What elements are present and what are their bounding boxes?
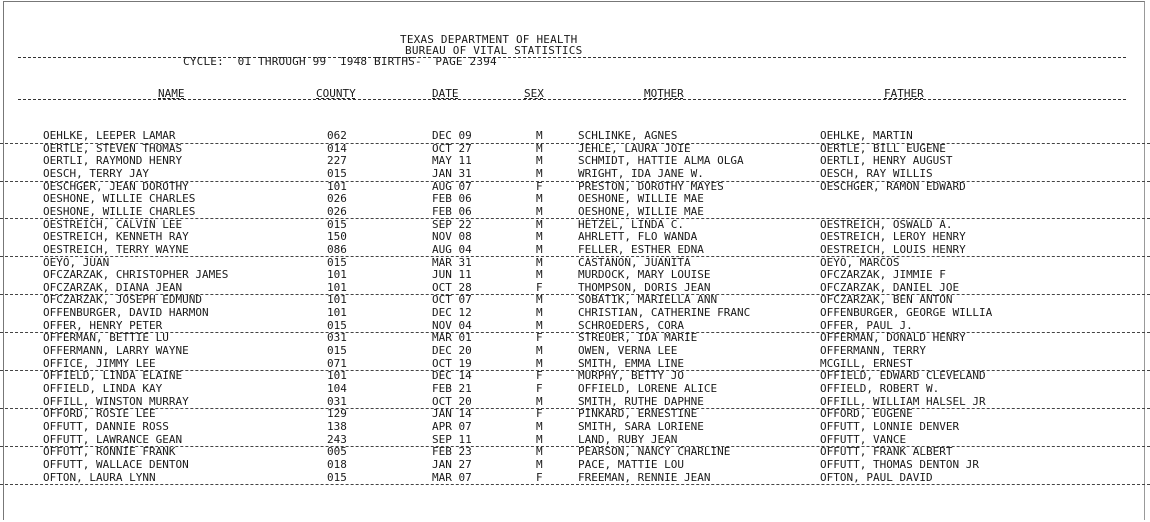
record-row	[0, 421, 1150, 434]
cycle-line: CYCLE: 01 THROUGH 99 1948 BIRTHS- PAGE 2394	[183, 55, 497, 68]
record-sex: M	[536, 306, 543, 320]
record-county: 015	[327, 470, 347, 484]
record-sex: M	[536, 445, 543, 459]
report-subtitle: BUREAU OF VITAL STATISTICS	[405, 44, 583, 57]
record-date: JAN 31	[432, 166, 472, 180]
record-date: JAN 14	[432, 407, 472, 421]
record-father: OERTLI, HENRY AUGUST	[820, 154, 953, 168]
record-row	[0, 383, 1150, 396]
record-mother: HETZEL, LINDA C.	[578, 217, 684, 231]
record-father: OESTREICH, OSWALD A.	[820, 217, 953, 231]
record-mother: SCHROEDERS, CORA	[578, 318, 684, 332]
record-date: APR 07	[432, 419, 472, 433]
record-name: OERTLE, STEVEN THOMAS	[43, 141, 183, 155]
record-father: OFCZARZAK, BEN ANTON	[820, 293, 953, 307]
record-county: 101	[327, 268, 347, 282]
record-date: DEC 14	[432, 369, 472, 383]
record-name: OEYO, JUAN	[43, 255, 110, 269]
record-name: OFFIELD, LINDA KAY	[43, 382, 163, 395]
record-sex: M	[536, 356, 543, 370]
record-mother: THOMPSON, DORIS JEAN	[578, 280, 711, 294]
record-sex: M	[536, 166, 543, 180]
record-father: MCGILL, ERNEST	[820, 356, 913, 370]
record-mother: SMITH, RUTHE DAPHNE	[578, 394, 704, 408]
record-county: 071	[327, 356, 347, 370]
record-mother: JEHLE, LAURA JOIE	[578, 141, 691, 155]
record-sex: F	[536, 331, 543, 345]
record-county: 227	[327, 154, 347, 168]
record-sex: F	[536, 179, 543, 193]
record-mother: CASTANON, JUANITA	[578, 255, 691, 269]
record-name: OFFERMAN, BETTIE LU	[43, 331, 169, 345]
record-mother: WRIGHT, IDA JANE W.	[578, 166, 704, 180]
record-county: 018	[327, 457, 347, 471]
record-mother: PINKARD, ERNESTINE	[578, 407, 698, 421]
record-county: 129	[327, 407, 347, 421]
record-father: OFFERMAN, DONALD HENRY	[820, 331, 966, 345]
record-county: 015	[327, 255, 347, 269]
record-county: 015	[327, 318, 347, 332]
record-name: OESHONE, WILLIE CHARLES	[43, 204, 196, 218]
record-mother: LAND, RUBY JEAN	[578, 432, 678, 446]
record-father: OERTLE, BILL EUGENE	[820, 141, 946, 155]
record-father: OFFERMANN, TERRY	[820, 344, 926, 358]
record-mother: PEARSON, NANCY CHARLINE	[578, 445, 731, 459]
column-header-sex: SEX	[524, 87, 544, 100]
record-sex: M	[536, 230, 543, 244]
record-row	[0, 446, 1150, 459]
record-mother: FELLER, ESTHER EDNA	[578, 242, 704, 256]
record-date: FEB 21	[432, 382, 472, 395]
record-date: NOV 04	[432, 318, 472, 332]
record-date: MAR 07	[432, 470, 472, 484]
record-sex: M	[536, 268, 543, 282]
record-sex: M	[536, 154, 543, 168]
record-county: 014	[327, 141, 347, 155]
record-father: OESCHGER, RAMON EDWARD	[820, 179, 966, 193]
record-row	[0, 155, 1150, 168]
record-county: 026	[327, 204, 347, 218]
record-father: OEYO, MARCOS	[820, 255, 900, 269]
record-sex: M	[536, 344, 543, 358]
record-sex: M	[536, 204, 543, 218]
record-date: AUG 04	[432, 242, 472, 256]
column-header-mother: MOTHER	[644, 87, 684, 100]
record-father: OESTREICH, LOUIS HENRY	[820, 242, 966, 256]
record-county: 104	[327, 382, 347, 395]
record-row	[0, 408, 1150, 421]
record-mother: PRESTON, DOROTHY MAYES	[578, 179, 724, 193]
record-name: OESCHGER, JEAN DOROTHY	[43, 179, 189, 193]
record-date: MAY 11	[432, 154, 472, 168]
record-date: AUG 07	[432, 179, 472, 193]
record-name: OFFUTT, WALLACE DENTON	[43, 457, 189, 471]
record-row	[0, 269, 1150, 282]
record-sex: F	[536, 407, 543, 421]
record-date: DEC 09	[432, 129, 472, 142]
record-row	[0, 345, 1150, 358]
record-father: OFFUTT, VANCE	[820, 432, 907, 446]
record-county: 062	[327, 129, 347, 142]
record-sex: F	[536, 369, 543, 383]
record-sex: M	[536, 141, 543, 155]
column-header-name: NAME	[158, 87, 185, 100]
record-father: OFFUTT, LONNIE DENVER	[820, 419, 960, 433]
record-name: OFFUTT, LAWRANCE GEAN	[43, 432, 183, 446]
record-county: 015	[327, 344, 347, 358]
record-name: OESHONE, WILLIE CHARLES	[43, 192, 196, 206]
record-date: OCT 07	[432, 293, 472, 307]
record-name: OFFICE, JIMMY LEE	[43, 356, 156, 370]
record-name: OESTREICH, KENNETH RAY	[43, 230, 189, 244]
record-sex: M	[536, 192, 543, 206]
record-name: OESTREICH, CALVIN LEE	[43, 217, 183, 231]
record-row	[0, 370, 1150, 383]
record-row	[0, 307, 1150, 320]
record-date: DEC 20	[432, 344, 472, 358]
record-mother: CHRISTIAN, CATHERINE FRANC	[578, 306, 751, 320]
record-mother: AHRLETT, FLO WANDA	[578, 230, 698, 244]
record-mother: MURDOCK, MARY LOUISE	[578, 268, 711, 282]
record-sex: M	[536, 457, 543, 471]
record-date: FEB 06	[432, 192, 472, 206]
record-date: FEB 23	[432, 445, 472, 459]
record-county: 005	[327, 445, 347, 459]
record-father: OFTON, PAUL DAVID	[820, 470, 933, 484]
record-name: OFFIELD, LINDA ELAINE	[43, 369, 183, 383]
column-header-rule	[18, 99, 1126, 100]
record-county: 243	[327, 432, 347, 446]
record-father: OFFUTT, THOMAS DENTON JR	[820, 457, 979, 471]
record-mother: MURPHY, BETTY JO	[578, 369, 684, 383]
record-date: SEP 22	[432, 217, 472, 231]
record-name: OFCZARZAK, CHRISTOPHER JAMES	[43, 268, 229, 282]
record-date: SEP 11	[432, 432, 472, 446]
record-name: OEHLKE, LEEPER LAMAR	[43, 129, 176, 142]
record-father: OESCH, RAY WILLIS	[820, 166, 933, 180]
record-date: MAR 01	[432, 331, 472, 345]
record-date: FEB 06	[432, 204, 472, 218]
record-name: OFFUTT, RONNIE FRANK	[43, 445, 176, 459]
record-name: OFFORD, ROSIE LEE	[43, 407, 156, 421]
record-name: OFFENBURGER, DAVID HARMON	[43, 306, 209, 320]
record-row	[0, 320, 1150, 334]
record-mother: SMITH, SARA LORIENE	[578, 419, 704, 433]
record-date: OCT 27	[432, 141, 472, 155]
record-sex: M	[536, 217, 543, 231]
record-mother: FREEMAN, RENNIE JEAN	[578, 470, 711, 484]
record-date: NOV 08	[432, 230, 472, 244]
record-father: OFFORD, EUGENE	[820, 407, 913, 421]
record-mother: OESHONE, WILLIE MAE	[578, 204, 704, 218]
record-mother: SCHLINKE, AGNES	[578, 129, 678, 142]
record-row	[0, 193, 1150, 206]
record-father: OESTREICH, LEROY HENRY	[820, 230, 966, 244]
record-county: 101	[327, 369, 347, 383]
record-father: OFFER, PAUL J.	[820, 318, 913, 332]
record-date: OCT 20	[432, 394, 472, 408]
record-name: OESTREICH, TERRY WAYNE	[43, 242, 189, 256]
record-name: OESCH, TERRY JAY	[43, 166, 149, 180]
record-date: OCT 19	[432, 356, 472, 370]
record-mother: SCHMIDT, HATTIE ALMA OLGA	[578, 154, 744, 168]
record-mother: OWEN, VERNA LEE	[578, 344, 678, 358]
record-mother: SMITH, EMMA LINE	[578, 356, 684, 370]
record-name: OFTON, LAURA LYNN	[43, 470, 156, 484]
record-father: OFFENBURGER, GEORGE WILLIA	[820, 306, 993, 320]
record-sex: M	[536, 255, 543, 269]
record-date: JAN 27	[432, 457, 472, 471]
record-name: OFFILL, WINSTON MURRAY	[43, 394, 189, 408]
record-date: DEC 12	[432, 306, 472, 320]
record-date: JUN 11	[432, 268, 472, 282]
record-sex: M	[536, 318, 543, 332]
record-father: OFCZARZAK, JIMMIE F	[820, 268, 946, 282]
record-mother: SOBATIK, MARIELLA ANN	[578, 293, 718, 307]
record-mother: OFFIELD, LORENE ALICE	[578, 382, 718, 395]
record-county: 031	[327, 331, 347, 345]
record-father: OEHLKE, MARTIN	[820, 129, 913, 142]
record-sex: M	[536, 242, 543, 256]
record-name: OFFER, HENRY PETER	[43, 318, 163, 332]
record-county: 101	[327, 280, 347, 294]
record-row	[0, 396, 1150, 410]
record-sex: F	[536, 470, 543, 484]
record-county: 101	[327, 179, 347, 193]
record-county: 101	[327, 306, 347, 320]
record-row	[0, 472, 1150, 486]
record-father: OFFUTT, FRANK ALBERT	[820, 445, 953, 459]
column-header-date: DATE	[432, 87, 459, 100]
record-father: OFFIELD, ROBERT W.	[820, 382, 940, 395]
record-county: 015	[327, 217, 347, 231]
record-row	[0, 244, 1150, 258]
record-date: MAR 31	[432, 255, 472, 269]
record-county: 031	[327, 394, 347, 408]
record-father: OFFIELD, EDWARD CLEVELAND	[820, 369, 986, 383]
record-row	[0, 231, 1150, 244]
record-row	[0, 459, 1150, 472]
column-header-county: COUNTY	[316, 87, 356, 100]
record-sex: F	[536, 280, 543, 294]
record-father: OFFILL, WILLIAM HALSEL JR	[820, 394, 986, 408]
record-name: OERTLI, RAYMOND HENRY	[43, 154, 183, 168]
record-county: 150	[327, 230, 347, 244]
record-sex: M	[536, 129, 543, 142]
record-date: OCT 28	[432, 280, 472, 294]
record-sex: M	[536, 394, 543, 408]
record-sex: M	[536, 419, 543, 433]
record-county: 138	[327, 419, 347, 433]
record-sex: F	[536, 382, 543, 395]
record-mother: STREUER, IDA MARIE	[578, 331, 698, 345]
record-county: 015	[327, 166, 347, 180]
report-title: TEXAS DEPARTMENT OF HEALTH	[400, 33, 578, 46]
record-sex: M	[536, 432, 543, 446]
record-mother: OESHONE, WILLIE MAE	[578, 192, 704, 206]
record-sex: M	[536, 293, 543, 307]
record-county: 086	[327, 242, 347, 256]
record-name: OFCZARZAK, JOSEPH EDMUND	[43, 293, 202, 307]
record-name: OFFERMANN, LARRY WAYNE	[43, 344, 189, 358]
column-header-father: FATHER	[884, 87, 924, 100]
record-father: OFCZARZAK, DANIEL JOE	[820, 280, 960, 294]
record-county: 026	[327, 192, 347, 206]
record-county: 101	[327, 293, 347, 307]
record-name: OFCZARZAK, DIANA JEAN	[43, 280, 183, 294]
record-name: OFFUTT, DANNIE ROSS	[43, 419, 169, 433]
record-mother: PACE, MATTIE LOU	[578, 457, 684, 471]
